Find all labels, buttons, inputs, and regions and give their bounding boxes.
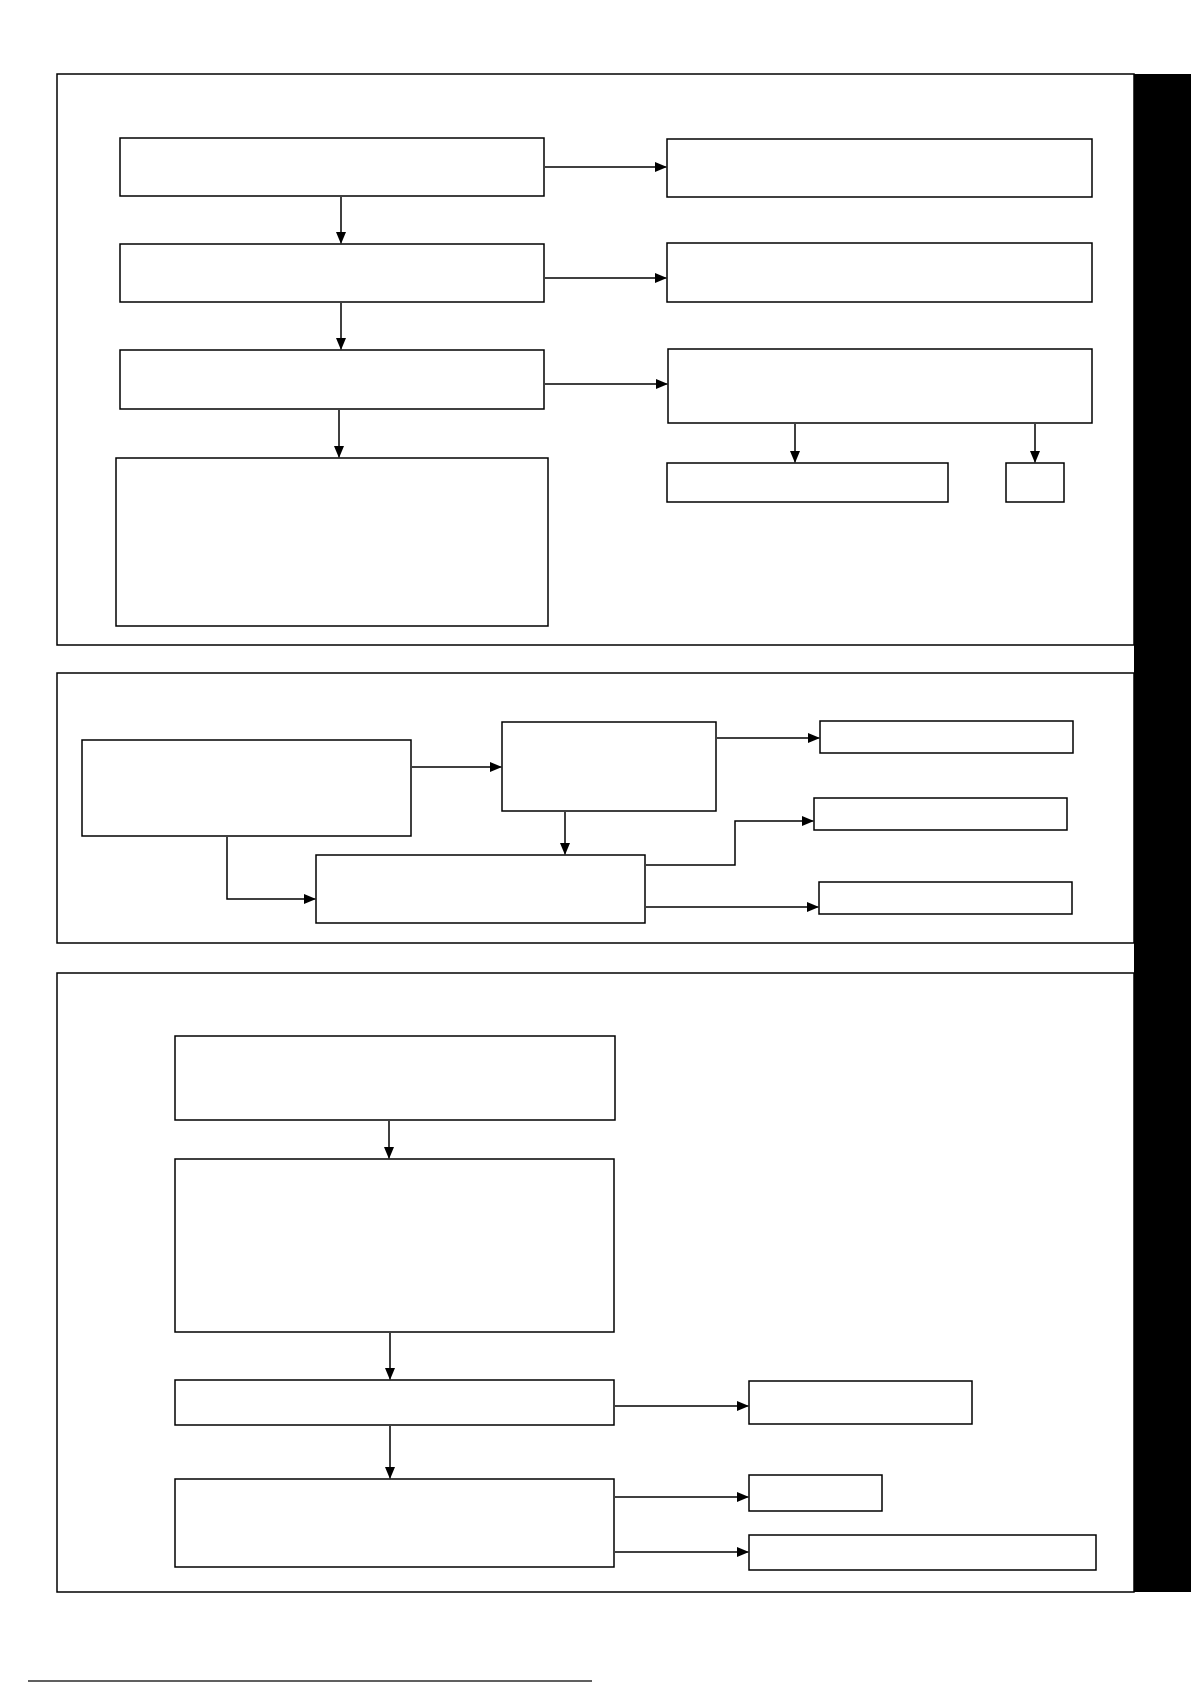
p1-step-4-box (116, 458, 548, 626)
p1-result-1-box (667, 139, 1092, 197)
p3-step-4-box (175, 1479, 614, 1567)
p1-result-3b-box (1006, 463, 1064, 502)
p1-step-1-box (120, 138, 544, 196)
p2-result-1-box (820, 721, 1073, 753)
p2-result-2-box (814, 798, 1067, 830)
p1-result-3-box (668, 349, 1092, 423)
p3-result-3-box (749, 1535, 1096, 1570)
p3-step-3-box (175, 1380, 614, 1425)
p3-step-2-box (175, 1159, 614, 1332)
p3-step-1-box (175, 1036, 615, 1120)
p2-process-box (316, 855, 645, 923)
p1-result-2-box (667, 243, 1092, 302)
p2-check-box (502, 722, 716, 811)
p1-step-3-box (120, 350, 544, 409)
side-tab (1134, 74, 1191, 1592)
p1-step-2-box (120, 244, 544, 302)
p2-start-box (82, 740, 411, 836)
p3-result-1-box (749, 1381, 972, 1424)
p1-result-3a-box (667, 463, 948, 502)
p2-result-3-box (819, 882, 1072, 914)
p3-result-2-box (749, 1475, 882, 1511)
